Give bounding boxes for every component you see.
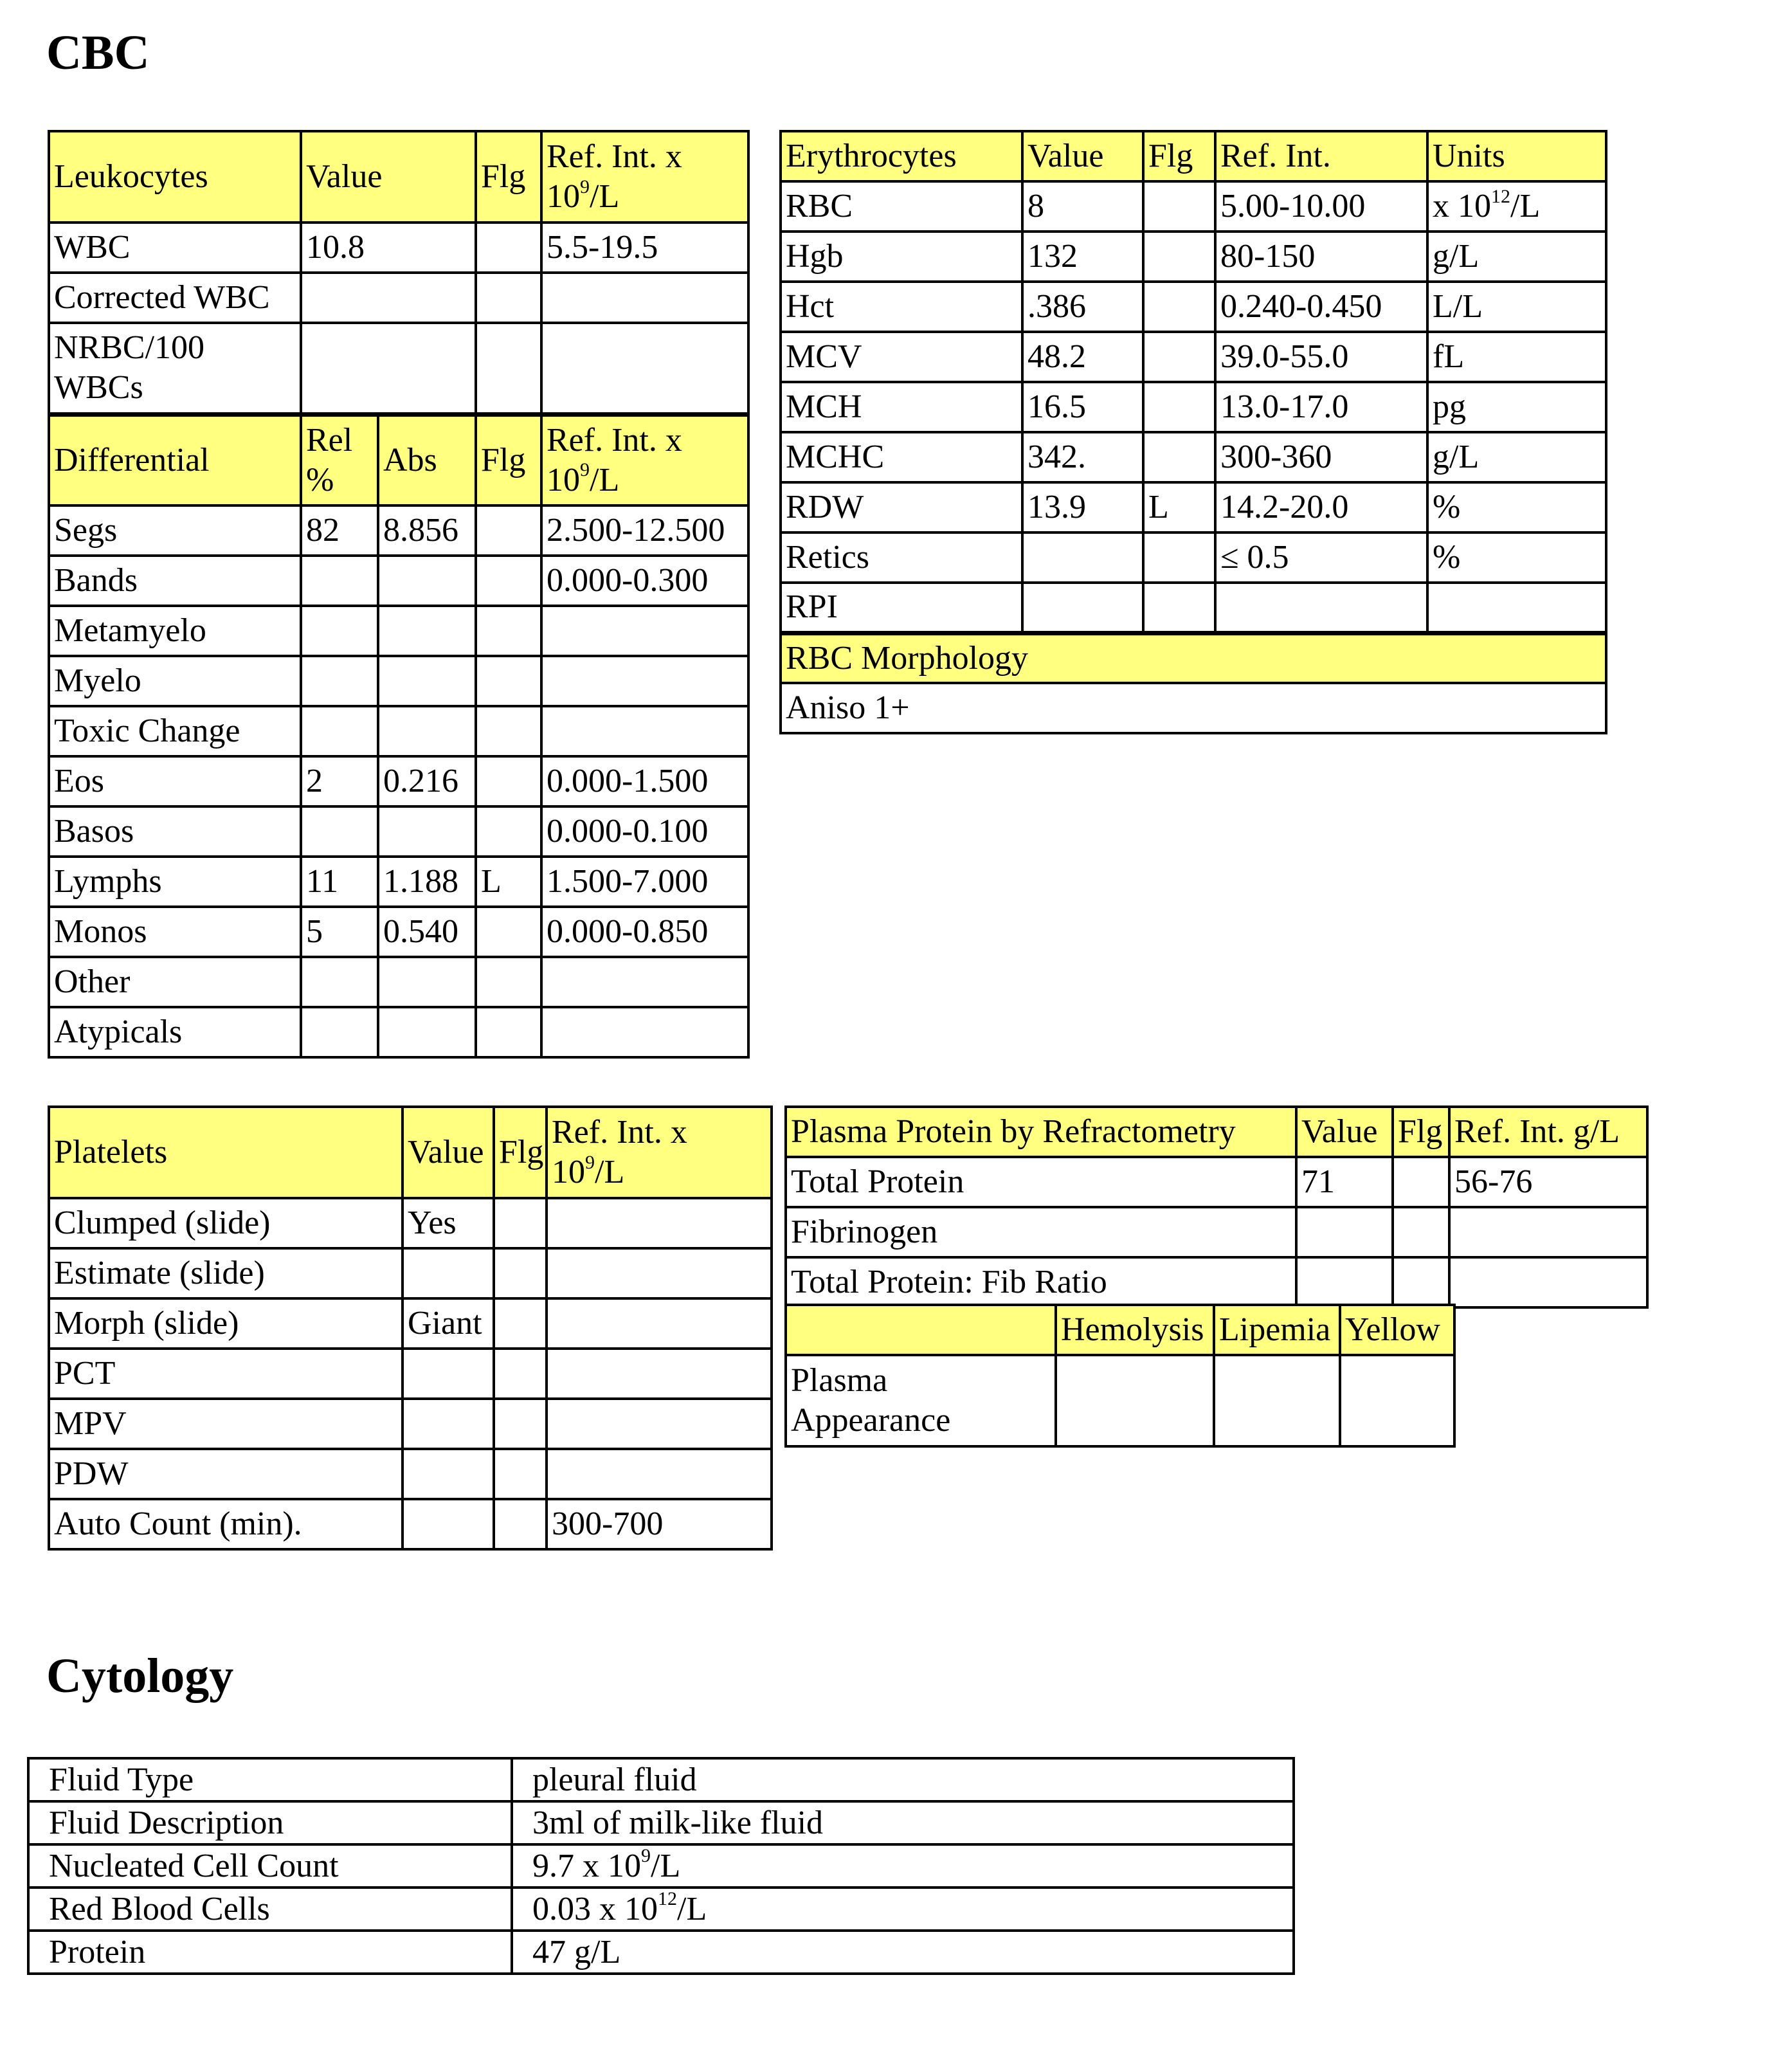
row-label: RDW bbox=[781, 482, 1022, 532]
header-cell: Units bbox=[1427, 131, 1606, 181]
value-unit: /L bbox=[677, 1890, 707, 1927]
table-row bbox=[49, 505, 748, 556]
value-cell: Giant bbox=[403, 1298, 494, 1349]
unit-cell bbox=[1427, 583, 1606, 633]
row-label: PDW bbox=[49, 1449, 403, 1499]
value-text: 9.7 x 10 bbox=[532, 1847, 641, 1884]
table-row bbox=[49, 1107, 772, 1198]
flag-cell bbox=[1143, 382, 1215, 432]
unit-cell bbox=[1427, 482, 1606, 532]
ref-cell bbox=[547, 1349, 772, 1399]
abs-cell: 1.188 bbox=[378, 857, 476, 907]
header-ref-int bbox=[547, 1107, 772, 1198]
ref-cell bbox=[541, 273, 748, 323]
ref-cell: 0.000-1.500 bbox=[541, 756, 748, 806]
superscript: 9 bbox=[585, 1151, 595, 1173]
ref-int-text: Ref. Int. x 10 bbox=[547, 421, 682, 498]
value-cell bbox=[1056, 1355, 1214, 1446]
header-cell: Ref. Int. g/L bbox=[1449, 1107, 1647, 1157]
header-cell: Yellow bbox=[1340, 1305, 1454, 1355]
ref-cell bbox=[541, 323, 748, 414]
flag-cell bbox=[1143, 432, 1215, 482]
table-row bbox=[49, 1298, 772, 1349]
value-text: 47 g/L bbox=[532, 1933, 621, 1970]
row-label: Corrected WBC bbox=[49, 273, 301, 323]
header-flag: Flg bbox=[494, 1107, 547, 1198]
ref-cell: 5.00-10.00 bbox=[1215, 181, 1427, 232]
ref-cell: 0.000-0.850 bbox=[541, 907, 748, 957]
ref-cell bbox=[541, 957, 748, 1007]
ref-cell bbox=[547, 1248, 772, 1298]
row-label: MCHC bbox=[781, 432, 1022, 482]
unit-cell bbox=[1427, 532, 1606, 583]
superscript: 12 bbox=[1491, 185, 1510, 207]
row-label: Nucleated Cell Count bbox=[28, 1844, 512, 1888]
row-label: Monos bbox=[49, 907, 301, 957]
ref-int-unit: /L bbox=[590, 178, 620, 215]
header-leukocytes: Leukocytes bbox=[49, 131, 301, 223]
table-row bbox=[781, 282, 1606, 332]
ref-cell: ≤ 0.5 bbox=[1215, 532, 1427, 583]
row-label: NRBC/100 WBCs bbox=[49, 323, 301, 414]
rel-cell bbox=[301, 656, 378, 706]
ref-cell: 2.500-12.500 bbox=[541, 505, 748, 556]
ref-cell bbox=[1449, 1207, 1647, 1257]
ref-cell: 80-150 bbox=[1215, 232, 1427, 282]
header-cell: Value bbox=[1296, 1107, 1393, 1157]
rbc-morphology-header: RBC Morphology bbox=[781, 633, 1606, 683]
rel-cell: 82 bbox=[301, 505, 378, 556]
erythrocytes-table bbox=[779, 130, 1607, 734]
ref-int-unit: /L bbox=[590, 461, 620, 498]
flag-cell bbox=[494, 1248, 547, 1298]
header-abs: Abs bbox=[378, 414, 476, 505]
table-row bbox=[49, 556, 748, 606]
rel-cell: 2 bbox=[301, 756, 378, 806]
table-row bbox=[49, 957, 748, 1007]
table-row bbox=[49, 1248, 772, 1298]
rel-cell bbox=[301, 806, 378, 857]
ref-cell bbox=[541, 706, 748, 756]
header-cell: Ref. Int. bbox=[1215, 131, 1427, 181]
header-cell: Lipemia bbox=[1214, 1305, 1340, 1355]
cytology-heading: Cytology bbox=[46, 1649, 234, 1703]
row-label: Bands bbox=[49, 556, 301, 606]
row-label: Protein bbox=[28, 1931, 512, 1974]
header-cell: Hemolysis bbox=[1056, 1305, 1214, 1355]
table-row bbox=[781, 332, 1606, 382]
header-cell bbox=[786, 1305, 1056, 1355]
flag-cell bbox=[1393, 1157, 1449, 1207]
value-unit: /L bbox=[651, 1847, 681, 1884]
ref-cell: 0.240-0.450 bbox=[1215, 282, 1427, 332]
flag-cell bbox=[494, 1298, 547, 1349]
header-cell: Flg bbox=[1143, 131, 1215, 181]
unit-cell bbox=[1427, 232, 1606, 282]
leukocytes-table bbox=[48, 130, 750, 1059]
row-label: Myelo bbox=[49, 656, 301, 706]
value-cell bbox=[403, 1499, 494, 1549]
row-label: RPI bbox=[781, 583, 1022, 633]
platelets-table bbox=[48, 1105, 773, 1551]
ref-cell: 300-360 bbox=[1215, 432, 1427, 482]
table-row bbox=[786, 1257, 1647, 1307]
flag-cell bbox=[476, 957, 541, 1007]
flag-cell bbox=[476, 756, 541, 806]
ref-cell bbox=[541, 656, 748, 706]
ref-cell bbox=[547, 1449, 772, 1499]
row-label: Retics bbox=[781, 532, 1022, 583]
header-value: Value bbox=[403, 1107, 494, 1198]
ref-cell bbox=[547, 1198, 772, 1248]
header-platelets: Platelets bbox=[49, 1107, 403, 1198]
ref-cell: 1.500-7.000 bbox=[541, 857, 748, 907]
ref-cell: 39.0-55.0 bbox=[1215, 332, 1427, 382]
flag-cell bbox=[476, 223, 541, 273]
flag-cell bbox=[476, 1007, 541, 1057]
header-cell: Value bbox=[1022, 131, 1143, 181]
row-label: RBC bbox=[781, 181, 1022, 232]
value-cell bbox=[403, 1399, 494, 1449]
value-text: 0.03 x 10 bbox=[532, 1890, 658, 1927]
table-row bbox=[28, 1931, 1294, 1974]
ref-cell: 0.000-0.100 bbox=[541, 806, 748, 857]
table-row bbox=[786, 1207, 1647, 1257]
ref-cell: 300-700 bbox=[547, 1499, 772, 1549]
table-row bbox=[49, 273, 748, 323]
ref-cell bbox=[547, 1399, 772, 1449]
unit-text: fL bbox=[1433, 338, 1465, 375]
table-row bbox=[786, 1355, 1454, 1446]
table-row bbox=[786, 1107, 1647, 1157]
plasma-appearance-label: Plasma Appearance bbox=[786, 1355, 1056, 1446]
cbc-heading: CBC bbox=[46, 26, 150, 80]
abs-cell bbox=[378, 606, 476, 656]
ref-cell: 0.000-0.300 bbox=[541, 556, 748, 606]
unit-cell bbox=[1427, 332, 1606, 382]
value-cell: 342. bbox=[1022, 432, 1143, 482]
flag-cell bbox=[494, 1349, 547, 1399]
header-differential: Differential bbox=[49, 414, 301, 505]
flag-cell bbox=[476, 706, 541, 756]
row-label: Hgb bbox=[781, 232, 1022, 282]
row-label: MPV bbox=[49, 1399, 403, 1449]
flag-cell bbox=[494, 1499, 547, 1549]
header-cell: Plasma Protein by Refractometry bbox=[786, 1107, 1296, 1157]
flag-cell: L bbox=[1143, 482, 1215, 532]
value-cell bbox=[512, 1844, 1294, 1888]
table-row bbox=[49, 1349, 772, 1399]
unit-cell bbox=[1427, 282, 1606, 332]
value-cell: Yes bbox=[403, 1198, 494, 1248]
table-row bbox=[49, 1007, 748, 1057]
unit-cell bbox=[1427, 382, 1606, 432]
ref-cell: 13.0-17.0 bbox=[1215, 382, 1427, 432]
table-row bbox=[786, 1157, 1647, 1207]
row-label: Morph (slide) bbox=[49, 1298, 403, 1349]
header-rel: Rel % bbox=[301, 414, 378, 505]
value-cell: 132 bbox=[1022, 232, 1143, 282]
unit-cell bbox=[1427, 181, 1606, 232]
value-cell: 13.9 bbox=[1022, 482, 1143, 532]
abs-cell: 0.216 bbox=[378, 756, 476, 806]
value-cell bbox=[512, 1801, 1294, 1844]
header-cell: Erythrocytes bbox=[781, 131, 1022, 181]
flag-cell: L bbox=[476, 857, 541, 907]
value-cell bbox=[1022, 532, 1143, 583]
table-row bbox=[49, 907, 748, 957]
flag-cell bbox=[1393, 1257, 1449, 1307]
row-label: Eos bbox=[49, 756, 301, 806]
row-label: Total Protein bbox=[786, 1157, 1296, 1207]
abs-cell: 8.856 bbox=[378, 505, 476, 556]
row-label: Clumped (slide) bbox=[49, 1198, 403, 1248]
row-label: Hct bbox=[781, 282, 1022, 332]
rel-cell: 11 bbox=[301, 857, 378, 907]
abs-cell bbox=[378, 806, 476, 857]
row-label: Atypicals bbox=[49, 1007, 301, 1057]
table-row bbox=[49, 1449, 772, 1499]
table-row bbox=[49, 606, 748, 656]
unit-text: g/L bbox=[1433, 238, 1480, 275]
table-row bbox=[781, 181, 1606, 232]
value-cell bbox=[403, 1349, 494, 1399]
value-cell: 16.5 bbox=[1022, 382, 1143, 432]
value-cell: .386 bbox=[1022, 282, 1143, 332]
table-row bbox=[786, 1305, 1454, 1355]
unit-text: L/L bbox=[1433, 288, 1483, 325]
table-row bbox=[28, 1888, 1294, 1931]
value-cell: 48.2 bbox=[1022, 332, 1143, 382]
plasma-protein-table bbox=[784, 1105, 1649, 1309]
row-label: Other bbox=[49, 957, 301, 1007]
table-row bbox=[781, 131, 1606, 181]
value-cell bbox=[403, 1449, 494, 1499]
ref-cell: 14.2-20.0 bbox=[1215, 482, 1427, 532]
abs-cell bbox=[378, 957, 476, 1007]
value-cell bbox=[1296, 1257, 1393, 1307]
row-label: Toxic Change bbox=[49, 706, 301, 756]
row-label: Basos bbox=[49, 806, 301, 857]
flag-cell bbox=[476, 273, 541, 323]
header-flag: Flg bbox=[476, 131, 541, 223]
row-label: Total Protein: Fib Ratio bbox=[786, 1257, 1296, 1307]
row-label: Lymphs bbox=[49, 857, 301, 907]
table-row bbox=[49, 806, 748, 857]
header-cell: Flg bbox=[1393, 1107, 1449, 1157]
table-row bbox=[49, 414, 748, 505]
flag-cell bbox=[1143, 532, 1215, 583]
abs-cell bbox=[378, 1007, 476, 1057]
rel-cell bbox=[301, 1007, 378, 1057]
ref-cell bbox=[1449, 1257, 1647, 1307]
ref-int-unit: /L bbox=[595, 1154, 625, 1190]
table-row bbox=[781, 532, 1606, 583]
row-label: PCT bbox=[49, 1349, 403, 1399]
value-cell: 71 bbox=[1296, 1157, 1393, 1207]
row-label: Fluid Description bbox=[28, 1801, 512, 1844]
flag-cell bbox=[1143, 332, 1215, 382]
table-row bbox=[28, 1801, 1294, 1844]
table-row bbox=[49, 756, 748, 806]
flag-cell bbox=[494, 1449, 547, 1499]
row-label: Segs bbox=[49, 505, 301, 556]
value-cell bbox=[1340, 1355, 1454, 1446]
abs-cell bbox=[378, 706, 476, 756]
abs-cell: 0.540 bbox=[378, 907, 476, 957]
row-label: WBC bbox=[49, 223, 301, 273]
table-row bbox=[781, 382, 1606, 432]
table-row bbox=[781, 683, 1606, 733]
flag-cell bbox=[1143, 583, 1215, 633]
value-cell: 8 bbox=[1022, 181, 1143, 232]
table-row bbox=[49, 706, 748, 756]
table-row bbox=[28, 1758, 1294, 1801]
unit-text: /L bbox=[1510, 188, 1541, 224]
abs-cell bbox=[378, 556, 476, 606]
table-row bbox=[49, 1499, 772, 1549]
flag-cell bbox=[1143, 232, 1215, 282]
plasma-appearance-table bbox=[784, 1304, 1456, 1448]
table-row bbox=[49, 857, 748, 907]
ref-cell bbox=[541, 1007, 748, 1057]
table-row bbox=[49, 1198, 772, 1248]
table-row bbox=[49, 323, 748, 414]
flag-cell bbox=[476, 656, 541, 706]
rbc-morphology-value: Aniso 1+ bbox=[781, 683, 1606, 733]
value-cell bbox=[403, 1248, 494, 1298]
value-cell bbox=[512, 1931, 1294, 1974]
unit-text: x 10 bbox=[1433, 188, 1491, 224]
row-label: Metamyelo bbox=[49, 606, 301, 656]
value-cell bbox=[1022, 583, 1143, 633]
ref-cell bbox=[541, 606, 748, 656]
rel-cell bbox=[301, 606, 378, 656]
header-value: Value bbox=[301, 131, 476, 223]
rel-cell bbox=[301, 957, 378, 1007]
unit-text: % bbox=[1433, 539, 1461, 576]
ref-cell bbox=[1215, 583, 1427, 633]
header-flag: Flg bbox=[476, 414, 541, 505]
rel-cell bbox=[301, 706, 378, 756]
ref-cell: 5.5-19.5 bbox=[541, 223, 748, 273]
flag-cell bbox=[476, 556, 541, 606]
table-row bbox=[781, 633, 1606, 683]
unit-text: % bbox=[1433, 489, 1461, 525]
value-cell bbox=[301, 323, 476, 414]
value-cell bbox=[301, 273, 476, 323]
value-cell bbox=[512, 1758, 1294, 1801]
flag-cell bbox=[476, 505, 541, 556]
table-row bbox=[49, 656, 748, 706]
value-cell bbox=[512, 1888, 1294, 1931]
table-row bbox=[49, 223, 748, 273]
superscript: 9 bbox=[641, 1845, 651, 1867]
row-label: Auto Count (min). bbox=[49, 1499, 403, 1549]
row-label: Red Blood Cells bbox=[28, 1888, 512, 1931]
value-cell bbox=[1296, 1207, 1393, 1257]
ref-cell: 56-76 bbox=[1449, 1157, 1647, 1207]
row-label: MCH bbox=[781, 382, 1022, 432]
superscript: 9 bbox=[580, 459, 590, 481]
header-ref-int bbox=[541, 131, 748, 223]
table-row bbox=[781, 482, 1606, 532]
rel-cell: 5 bbox=[301, 907, 378, 957]
superscript: 9 bbox=[580, 176, 590, 197]
ref-int-text: Ref. Int. x 10 bbox=[552, 1114, 687, 1190]
row-label: Fluid Type bbox=[28, 1758, 512, 1801]
table-row bbox=[49, 1399, 772, 1449]
cytology-table bbox=[27, 1757, 1295, 1975]
value-text: 3ml of milk-like fluid bbox=[532, 1804, 824, 1841]
flag-cell bbox=[494, 1399, 547, 1449]
unit-cell bbox=[1427, 432, 1606, 482]
row-label: MCV bbox=[781, 332, 1022, 382]
row-label: Estimate (slide) bbox=[49, 1248, 403, 1298]
value-text: pleural fluid bbox=[532, 1761, 697, 1798]
flag-cell bbox=[476, 806, 541, 857]
unit-text: g/L bbox=[1433, 439, 1480, 475]
ref-cell bbox=[547, 1298, 772, 1349]
flag-cell bbox=[494, 1198, 547, 1248]
table-row bbox=[781, 432, 1606, 482]
flag-cell bbox=[476, 323, 541, 414]
flag-cell bbox=[1393, 1207, 1449, 1257]
flag-cell bbox=[476, 907, 541, 957]
flag-cell bbox=[1143, 282, 1215, 332]
table-row bbox=[781, 232, 1606, 282]
superscript: 12 bbox=[658, 1888, 677, 1910]
abs-cell bbox=[378, 656, 476, 706]
value-cell: 10.8 bbox=[301, 223, 476, 273]
flag-cell bbox=[476, 606, 541, 656]
row-label: Fibrinogen bbox=[786, 1207, 1296, 1257]
header-ref-int bbox=[541, 414, 748, 505]
table-row bbox=[49, 131, 748, 223]
flag-cell bbox=[1143, 181, 1215, 232]
table-row bbox=[28, 1844, 1294, 1888]
table-row bbox=[781, 583, 1606, 633]
value-cell bbox=[1214, 1355, 1340, 1446]
rel-cell bbox=[301, 556, 378, 606]
unit-text: pg bbox=[1433, 388, 1466, 425]
ref-int-text: Ref. Int. x 10 bbox=[547, 138, 682, 215]
